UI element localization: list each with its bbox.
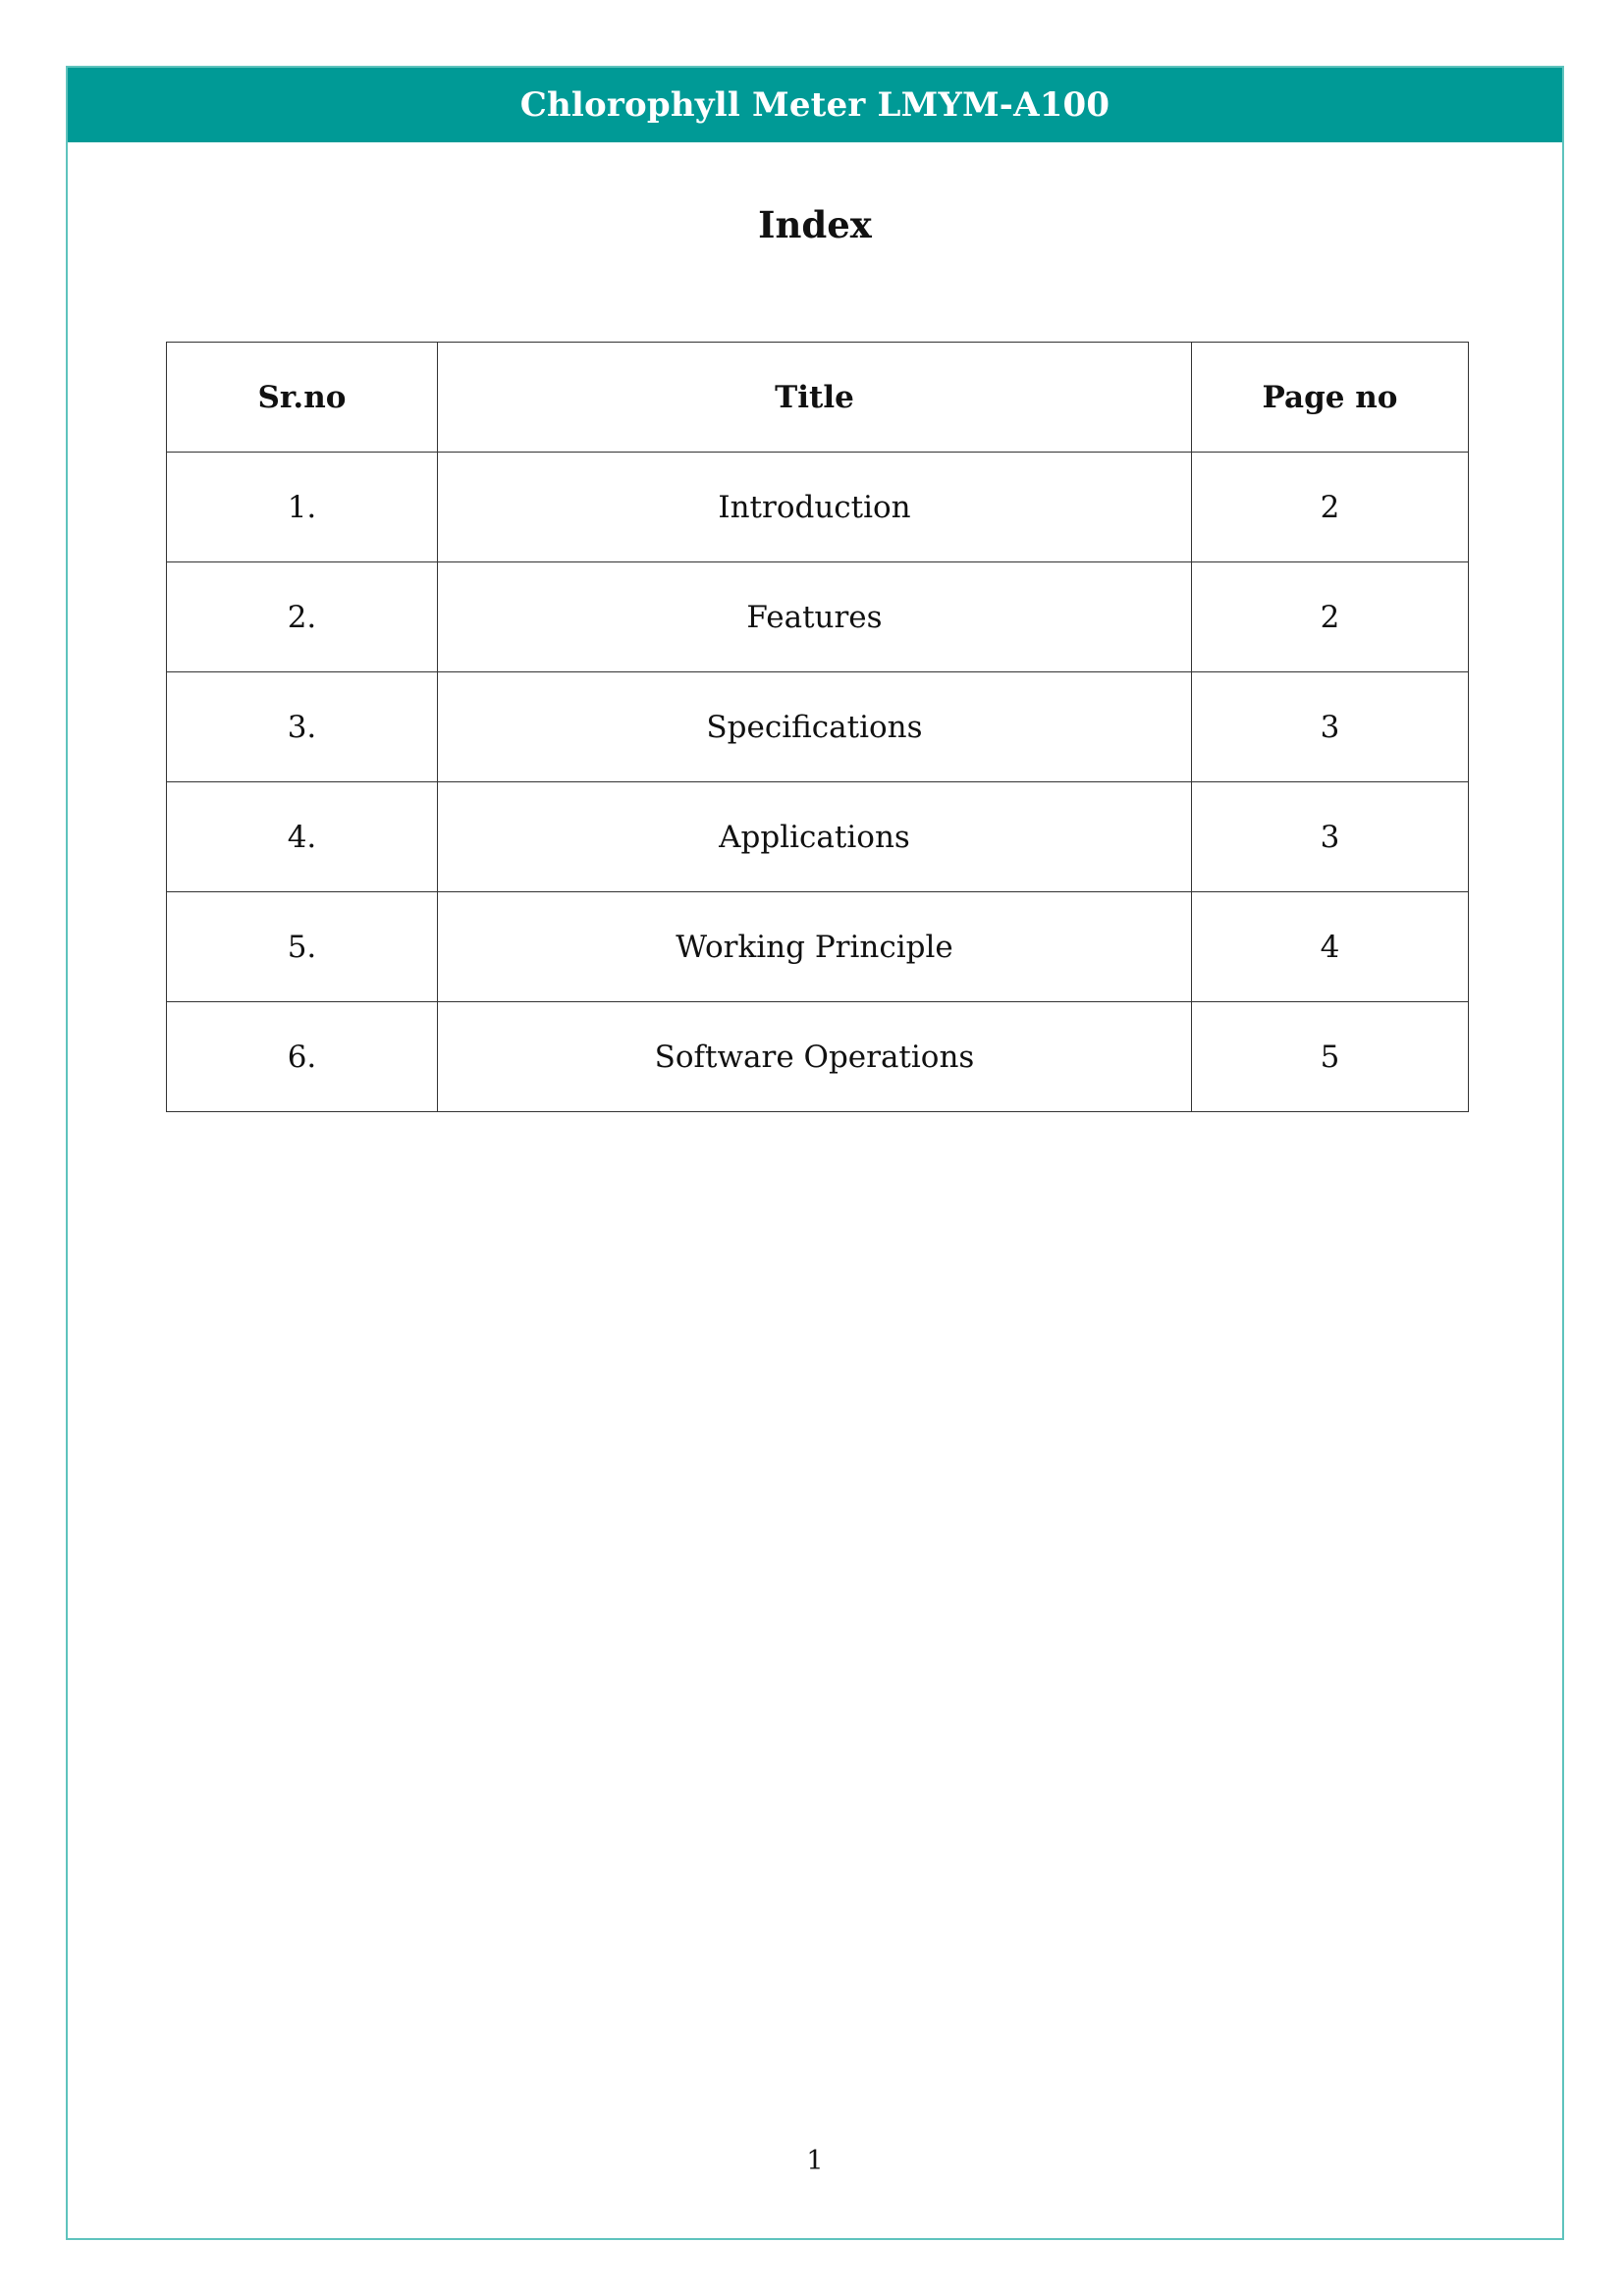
row-srno: 6. xyxy=(167,1002,438,1112)
row-page: 3 xyxy=(1192,782,1469,892)
row-srno: 1. xyxy=(167,453,438,562)
column-header-title: Title xyxy=(438,343,1192,453)
row-title: Working Principle xyxy=(438,892,1192,1002)
row-page: 3 xyxy=(1192,672,1469,782)
row-title: Introduction xyxy=(438,453,1192,562)
row-page: 5 xyxy=(1192,1002,1469,1112)
row-page: 4 xyxy=(1192,892,1469,1002)
row-title: Software Operations xyxy=(438,1002,1192,1112)
table-row xyxy=(167,672,1469,782)
document-title: Chlorophyll Meter LMYM-A100 xyxy=(519,85,1110,125)
row-page: 2 xyxy=(1192,453,1469,562)
row-srno: 4. xyxy=(167,782,438,892)
column-header-page: Page no xyxy=(1192,343,1469,453)
table-header-row xyxy=(167,343,1469,453)
index-table xyxy=(166,342,1469,1112)
table-row xyxy=(167,562,1469,672)
column-header-srno: Sr.no xyxy=(167,343,438,453)
row-title: Applications xyxy=(438,782,1192,892)
page-frame xyxy=(66,66,1564,2240)
row-srno: 5. xyxy=(167,892,438,1002)
row-title: Features xyxy=(438,562,1192,672)
page-number: 1 xyxy=(806,2146,824,2176)
table-row xyxy=(167,453,1469,562)
row-page: 2 xyxy=(1192,562,1469,672)
row-title: Specifications xyxy=(438,672,1192,782)
row-srno: 2. xyxy=(167,562,438,672)
table-row xyxy=(167,1002,1469,1112)
row-srno: 3. xyxy=(167,672,438,782)
table-row xyxy=(167,782,1469,892)
index-heading: Index xyxy=(758,203,872,246)
table-row xyxy=(167,892,1469,1002)
header-bar xyxy=(68,68,1562,142)
